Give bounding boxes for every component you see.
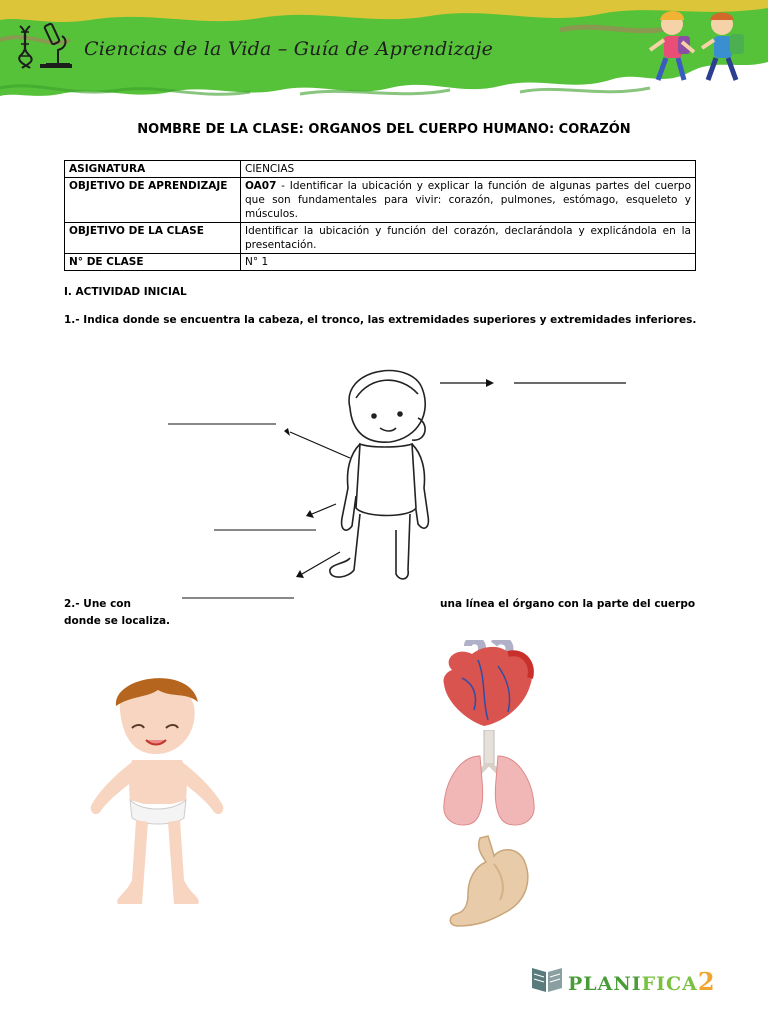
logo-text-b: FICA (641, 973, 698, 995)
table-value: N° 1 (241, 254, 696, 271)
kids-illustration (644, 6, 754, 88)
logo-text-a: PLANI (568, 973, 642, 995)
class-info-table (64, 160, 696, 271)
table-key: OBJETIVO DE LA CLASE (65, 223, 241, 254)
page-title: NOMBRE DE LA CLASE: ORGANOS DEL CUERPO HUMANO: CORAZÓN (137, 122, 631, 137)
microscope-icon (32, 20, 74, 70)
planifica-logo (530, 962, 716, 996)
girl-figure-diagram (160, 358, 640, 604)
question-2-part3: donde se localiza. (64, 615, 171, 627)
logo-text-c: 2 (697, 967, 716, 996)
table-row (65, 178, 696, 223)
table-row (65, 254, 696, 271)
header-banner (0, 0, 768, 100)
table-key: OBJETIVO DE APRENDIZAJE (65, 178, 241, 223)
stomach-illustration (446, 834, 532, 930)
table-key: ASIGNATURA (65, 161, 241, 178)
question-2-part1: 2.- Une con (64, 598, 131, 610)
lungs-illustration (440, 730, 538, 830)
table-value: Identificar la ubicación y función del corazón, declarándola y explicándola en la presentación. (241, 223, 696, 254)
oa-code: OA07 (245, 180, 277, 192)
question-2-part2: una línea el órgano con la parte del cuerpo (440, 598, 696, 610)
table-row (65, 223, 696, 254)
table-value (241, 178, 696, 223)
question-1: 1.- Indica donde se encuentra la cabeza, el tronco, las extremidades superiores y extremidades inferiores. (64, 314, 697, 326)
boy-figure-illustration (86, 670, 236, 906)
heart-illustration (438, 640, 540, 730)
book-icon (530, 964, 564, 994)
table-key: N° DE CLASE (65, 254, 241, 271)
banner-title: Ciencias de la Vida – Guía de Aprendizaje (84, 38, 494, 60)
section-heading: I. ACTIVIDAD INICIAL (64, 286, 187, 298)
table-value: CIENCIAS (241, 161, 696, 178)
oa-text: - Identificar la ubicación y explicar la función de algunas partes del cuerpo que son fundamentales para vivir: corazón, pulmones, estómago, esqueleto y músculos. (245, 180, 691, 220)
table-row (65, 161, 696, 178)
